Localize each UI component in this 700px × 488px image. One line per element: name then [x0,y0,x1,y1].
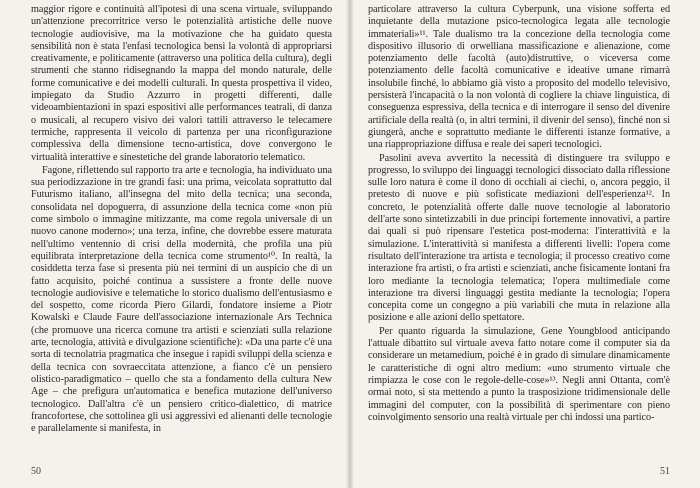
page-number: 50 [31,466,41,477]
page-number: 51 [660,466,670,477]
book-gutter [346,0,354,488]
right-page [350,0,700,488]
paragraph: particolare attraverso la cultura Cyberpunk, una visione sofferta ed inquietante della mutazione psico-tecnologica legata alle tecnologie immateriali»¹¹. Tale dualismo tra la concezione della tecnologia come dispositivo illusorio di orwelliana massificazione e alienazione, come potenziamento delle facoltà (auto)distruttive, o viceversa come potenziamento delle facoltà comunicative e ideative umane rimarrà insolubile finché, lo abbiamo già visto a proposito del modello televisivo, persisterà l'incapacità o la non volontà di cogliere la chiave linguistica, di conseguenza espressiva, della tecnica e di interrogare il senso del divenire artificiale della realtà (o, in altri termini, il divenir del senso), finché non si giungerà, anche e soprattutto mediante le differenti istanze formative, a una riappropriazione diffusa e reale dei saperi tecnologici. [368,4,670,151]
paragraph: maggior rigore e continuità all'ipotesi di una scena virtuale, sviluppando un'attenzione precorritrice verso le potenzialità artistiche delle nuove tecnologie audiovisive, ma la motivazione che ha guidato questa sensibilità non è stata l'enfasi tecnologica bensì la volontà di appropriarsi creativamente, e politicamente (attraverso una politica della cultura), degli strumenti che stanno ridisegnando la mappa del mondo naturale, delle forme comunicative e dei modelli culturali. In questa prospettiva il video, impiegato da Studio Azzurro in progetti differenti, dalle videoambientazioni in spazi espositivi alle performances teatrali, di danza o musicali, al recupero visivo dei valori tattili attraverso le telecamere termiche, rappresenta il veicolo di partenza per una riconfigurazione complessiva della dimensione tecno-artistica, dove convergono le virtualità interattive e sinestetiche del grande laboratorio telematico. [31,4,332,163]
paragraph: Per quanto riguarda la simulazione, Gene Youngblood anticipando l'attuale dibattito sul virtuale aveva fatto notare come il computer sia da considerare un metamedium, poiché è in grado di simulare dinamicamente le caratteristiche di ogni altro medium: «uno strumento virtuale che rimpiazza le cose con le regole-delle-cose»¹³. Negli anni Ottanta, com'è ormai noto, si sta mettendo a punto la trasposizione tridimensionale delle immagini del computer, con la possibilità di sperimentare con pieno coinvolgimento sensorio una realtà virtuale per chi indossi una partico- [368,325,670,423]
paragraph: Pasolini aveva avvertito la necessità di distinguere tra sviluppo e progresso, lo sviluppo dei linguaggi tecnologici dissociato dalla riflessione sulle loro natura è come il dono di occhiali ai ciechi, o, ancora peggio, il pretesto di nuove e più sofisticate mediazioni dell'esperienza¹². In concreto, le potenzialità offerte dalle nuove tecnologie al laboratorio dell'arte sono sintetizzabili in due principi fortemente innovativi, a partire dai quali si può ripensare l'estetica post-moderna: l'interattività e la simulazione. L'interattività si manifesta a differenti livelli: l'opera come risultato dell'interazione tra artista e tecnologia; il processo creativo come interazione fra artisti, o fra artisti e scienziati, anche fisicamente lontani fra loro mediante la tecnologia telematica; l'opera multimediale come interazione tra diversi linguaggi gestita mediante la tecnologia; l'opera concepita come un congegno a più variabili che muta in relazione alla posizione e alle azioni dello spettatore. [368,152,670,324]
paragraph: Fagone, riflettendo sul rapporto tra arte e tecnologia, ha individuato una sua periodizzazione in tre grandi fasi: una prima, veicolata soprattutto dal Futurismo italiano, all'insegna del mito della tecnica; una seconda, consolidata nel dopoguerra, di assunzione della tecnica come «non più come simbolo o immagine mitizzante, ma come regola universale di un nuovo canone moderno»; una terza, infine, che dovrebbe essere maturata nell'ultimo ventennio di crisi della modernità, che profila una più equilibrata interpretazione della tecnica come strumento¹⁰. In realtà, la cosiddetta terza fase si presenta più nei termini di un auspicio che di un fatto acquisito, poiché continua a sussistere a fronte delle nuove tecnologie audiovisive e telematiche lo storico dualismo dell'entusiasmo e del sospetto, come ricorda Piero Gilardi, fondatore insieme a Piotr Kowalski e Claude Faure dell'associazione internazionale Ars Technica (che promuove una ricerca comune tra artisti e scienziati sulla relazione arte, tecnologia, attività e divulgazione scientifiche): «Da una parte c'è una sorta di tecnolatria pragmatica che insegue i rapidi sviluppi della scienza e della tecnica con sovraeccitata attenzione, a fianco c'è un pensiero olistico-paradigmatico – quello che sta a fondamento della cultura New Age – che prefigura un'automatica e benefica mutazione dell'universo tecnologico. Dall'altra c'è un pensiero critico-dialettico, di matrice francofortese, che sottolinea gli usi aggressivi ed alienanti delle tecnologie e parallelamente si manifesta, in [31,164,332,435]
